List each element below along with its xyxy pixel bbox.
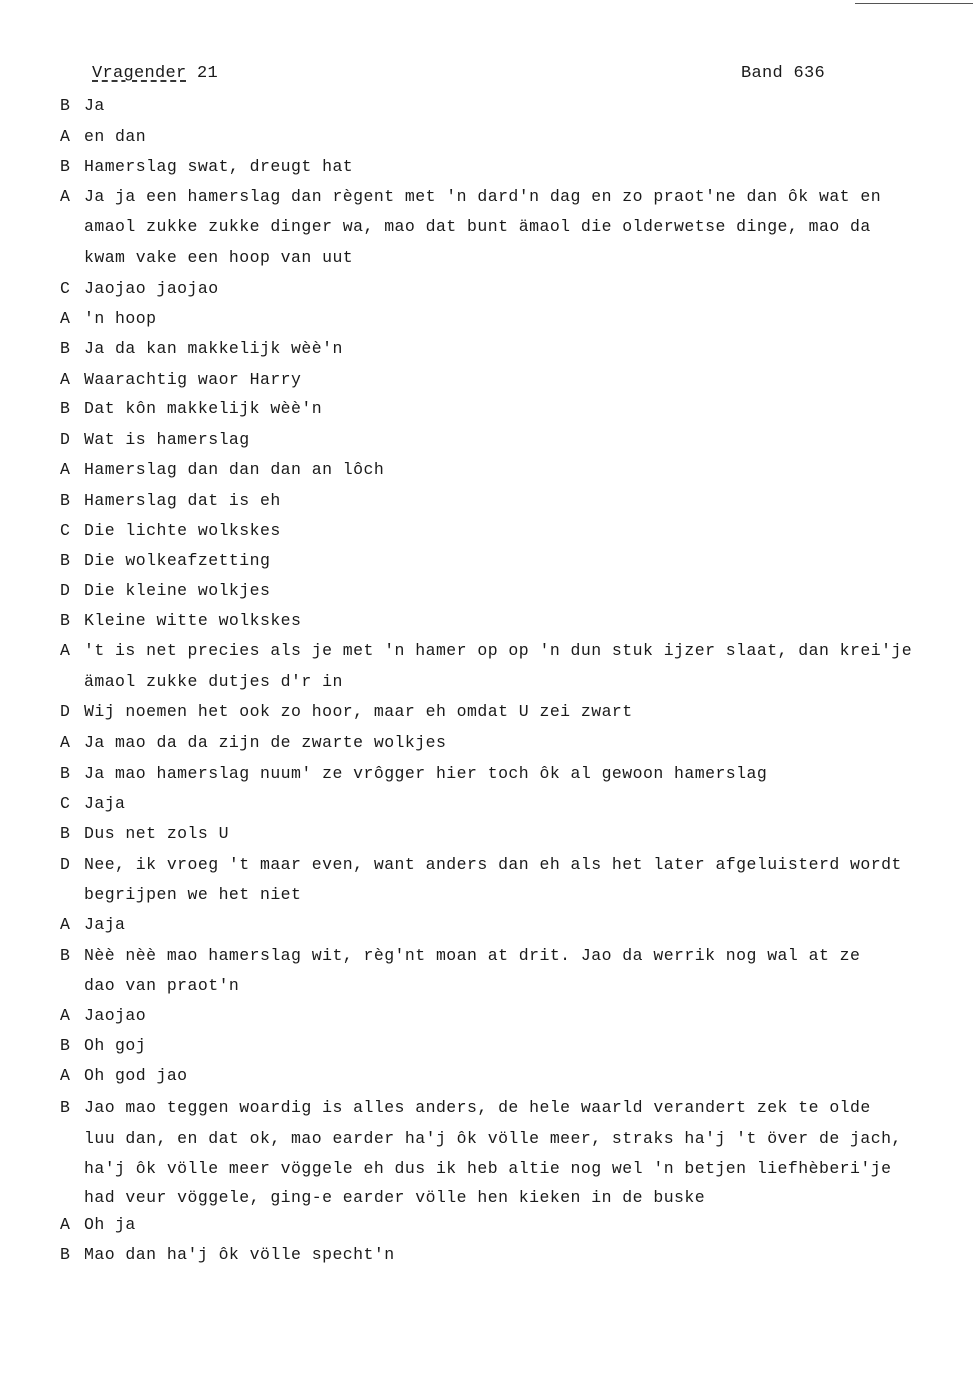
speaker-label: A <box>60 370 71 389</box>
speaker-label: B <box>60 946 71 965</box>
line-text: Ja da kan makkelijk wèè'n <box>84 339 343 358</box>
line-text: Nèè nèè mao hamerslag wit, règ'nt moan at drit. Jao da werrik nog wal at ze <box>84 946 861 965</box>
speaker-label: A <box>60 127 71 146</box>
speaker-label: B <box>60 339 71 358</box>
line-text: Die kleine wolkjes <box>84 581 271 600</box>
speaker-label: A <box>60 641 71 660</box>
line-text: Ja mao da da zijn de zwarte wolkjes <box>84 733 447 752</box>
header-title-word: Vragender <box>92 64 187 83</box>
line-text: 't is net precies als je met 'n hamer op op 'n dun stuk ijzer slaat, dan krei'je <box>84 641 913 660</box>
speaker-label: A <box>60 460 71 479</box>
speaker-label: A <box>60 309 71 328</box>
speaker-label: A <box>60 1215 71 1234</box>
line-text: amaol zukke zukke dinger wa, mao dat bunt ämaol die olderwetse dinge, mao da <box>84 217 871 236</box>
speaker-label: A <box>60 1066 71 1085</box>
line-text: kwam vake een hoop van uut <box>84 248 354 267</box>
speaker-label: D <box>60 430 71 449</box>
speaker-label: A <box>60 915 71 934</box>
line-text: Jao mao teggen woardig is alles anders, de hele waarld verandert zek te olde <box>84 1098 871 1117</box>
line-text: Jaja <box>84 915 126 934</box>
line-text: Die wolkeafzetting <box>84 551 271 570</box>
speaker-label: B <box>60 1036 71 1055</box>
line-text: Kleine witte wolkskes <box>84 611 302 630</box>
speaker-label: D <box>60 702 71 721</box>
line-text: Jaojao <box>84 1006 147 1025</box>
speaker-label: B <box>60 399 71 418</box>
speaker-label: D <box>60 855 71 874</box>
line-text: Hamerslag dan dan dan an lôch <box>84 460 385 479</box>
line-text: Oh ja <box>84 1215 136 1234</box>
speaker-label: B <box>60 764 71 783</box>
line-text: Oh goj <box>84 1036 147 1055</box>
line-text: Mao dan ha'j ôk völle specht'n <box>84 1245 395 1264</box>
line-text: 'n hoop <box>84 309 157 328</box>
speaker-label: B <box>60 157 71 176</box>
line-text: begrijpen we het niet <box>84 885 302 904</box>
line-text: en dan <box>84 127 147 146</box>
speaker-label: C <box>60 794 71 813</box>
line-text: Oh god jao <box>84 1066 188 1085</box>
line-text: Waarachtig waor Harry <box>84 370 302 389</box>
line-text: Dus net zols U <box>84 824 229 843</box>
top-rule <box>855 3 973 4</box>
speaker-label: A <box>60 1006 71 1025</box>
speaker-label: B <box>60 1098 71 1117</box>
page-header-title <box>92 64 218 83</box>
line-text: Ja mao hamerslag nuum' ze vrôgger hier toch ôk al gewoon hamerslag <box>84 764 768 783</box>
line-text: Die lichte wolkskes <box>84 521 281 540</box>
line-text: Wij noemen het ook zo hoor, maar eh omdat U zei zwart <box>84 702 633 721</box>
line-text: Ja <box>84 96 105 115</box>
speaker-label: B <box>60 551 71 570</box>
line-text: ämaol zukke dutjes d'r in <box>84 672 343 691</box>
line-text: dao van praot'n <box>84 976 240 995</box>
line-text: Jaja <box>84 794 126 813</box>
speaker-label: A <box>60 187 71 206</box>
speaker-label: B <box>60 824 71 843</box>
speaker-label: B <box>60 96 71 115</box>
speaker-label: B <box>60 1245 71 1264</box>
line-text: Nee, ik vroeg 't maar even, want anders dan eh als het later afgeluisterd wordt <box>84 855 902 874</box>
line-text: Wat is hamerslag <box>84 430 250 449</box>
speaker-label: A <box>60 733 71 752</box>
line-text: Hamerslag dat is eh <box>84 491 281 510</box>
header-title-number: 21 <box>197 64 219 83</box>
line-text: luu dan, en dat ok, mao earder ha'j ôk völle meer, straks ha'j 't över de jach, <box>84 1129 902 1148</box>
line-text: Ja ja een hamerslag dan règent met 'n dard'n dag en zo praot'ne dan ôk wat en <box>84 187 882 206</box>
speaker-label: C <box>60 521 71 540</box>
line-text: ha'j ôk völle meer vöggele eh dus ik heb altie nog wel 'n betjen liefhèberi'je <box>84 1159 892 1178</box>
speaker-label: B <box>60 491 71 510</box>
line-text: Hamerslag swat, dreugt hat <box>84 157 354 176</box>
line-text: Dat kôn makkelijk wèè'n <box>84 399 323 418</box>
speaker-label: C <box>60 279 71 298</box>
line-text: had veur vöggele, ging-e earder völle hen kieken in de buske <box>84 1188 706 1207</box>
line-text: Jaojao jaojao <box>84 279 219 298</box>
page-header-band: Band 636 <box>741 64 826 83</box>
speaker-label: B <box>60 611 71 630</box>
speaker-label: D <box>60 581 71 600</box>
